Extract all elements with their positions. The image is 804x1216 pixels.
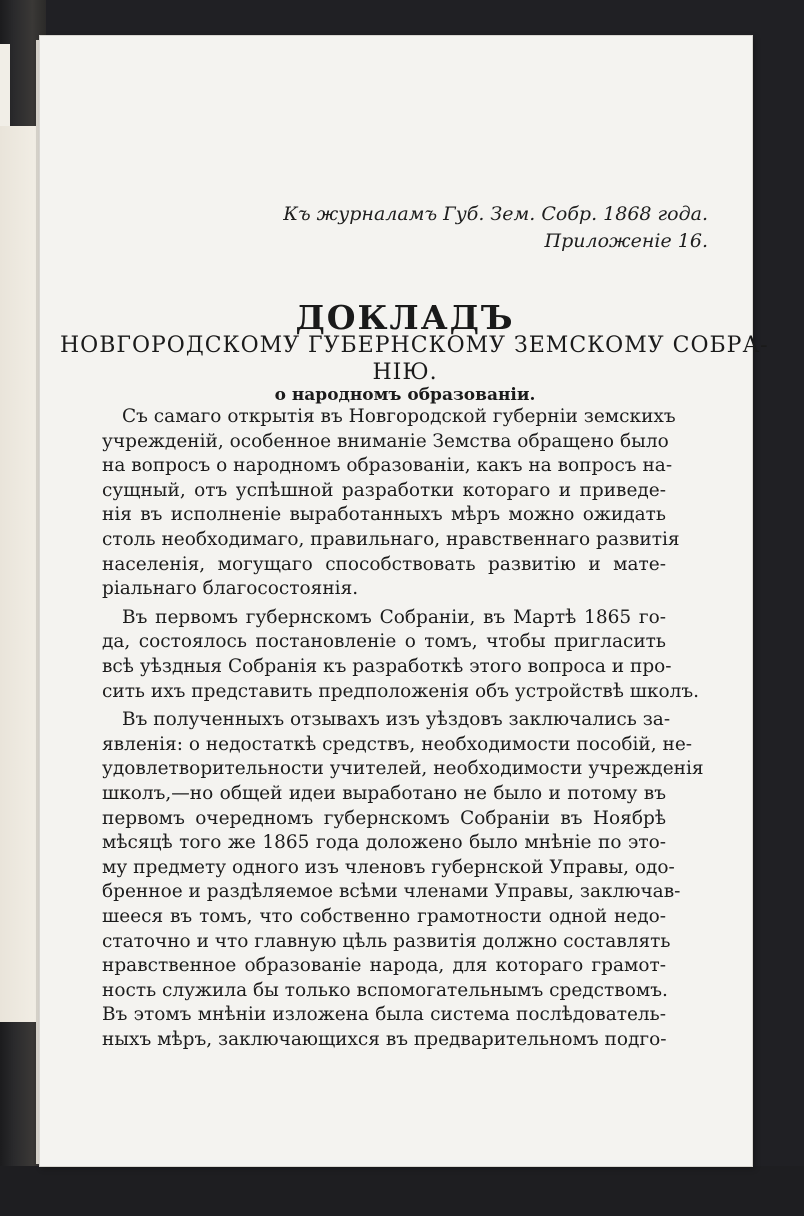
report-addressee-line2: НІЮ. [372,360,438,385]
scan-background-bottom [0,1166,804,1216]
body-line: бренное и раздѣляемое всѣми членами Управы, заключав- [102,881,681,903]
body-line: му предмету одного изъ членовъ губернской Управы, одо- [102,856,675,878]
body-line: ріальнаго благосостоянія. [102,578,359,600]
body-line: сущный, отъ успѣшной разработки котораго и приведе- [102,479,666,501]
body-line: на вопросъ о народномъ образованіи, какъ на вопросъ на- [102,455,673,477]
body-line: учрежденій, особенное вниманіе Земства обращено было [102,430,669,452]
journal-reference: Къ журналамъ Губ. Зем. Собр. 1868 года. [283,203,708,225]
body-line: школъ,—но общей идеи выработано не было и потому въ [102,783,666,804]
body-line: нія въ исполненіе выработанныхъ мѣръ можно ожидать [102,504,666,526]
body-line: ныхъ мѣръ, заключающихся въ предварительномъ подго- [102,1029,667,1050]
body-line: статочно и что главную цѣль развитія должно составлять [102,930,671,952]
appendix-number: Приложеніе 16. [544,230,708,252]
body-line: да, состоялось постановленіе о томъ, чтобы пригласить [102,631,666,653]
report-topic: о народномъ образованіи. [274,385,536,405]
body-line: населенія, могущаго способствовать развитію и мате- [102,553,666,575]
body-line: Въ этомъ мнѣніи изложена была система послѣдователь- [102,1004,666,1026]
body-line: сить ихъ представить предположенія объ устройствѣ школъ. [102,680,700,702]
body-line: Съ самаго открытія въ Новгородской губерніи земскихъ [122,406,676,427]
body-line: ность служила бы только вспомогательнымъ средствомъ. [102,979,668,1001]
report-title: ДОКЛАДЪ [295,298,515,337]
underlying-sheet-edge [0,44,10,128]
body-line: удовлетворительности учителей, необходимости учрежденія [102,758,704,780]
body-line: Въ полученныхъ отзывахъ изъ уѣздовъ заключались за- [122,709,671,731]
body-line: первомъ очередномъ губернскомъ Собраніи въ Ноябрѣ [102,807,666,829]
report-addressee-line1: НОВГОРОДСКОМУ ГУБЕРНСКОМУ ЗЕМСКОМУ СОБРА- [60,333,769,358]
body-line: мѣсяцѣ того же 1865 года доложено было мнѣніе по это- [102,832,666,854]
body-line: столь необходимаго, правильнаго, нравственнаго развитія [102,529,680,550]
body-line: нравственное образованіе народа, для котораго грамот- [102,955,666,977]
body-line: Въ первомъ губернскомъ Собраніи, въ Мартѣ 1865 го- [122,606,666,628]
body-line: всѣ уѣздныя Собранія къ разработкѣ этого вопроса и про- [102,656,672,677]
body-line: явленія: о недостаткѣ средствъ, необходимости пособій, не- [102,733,693,755]
body-line: шееся въ томъ, что собственно грамотности одной недо- [102,906,666,927]
